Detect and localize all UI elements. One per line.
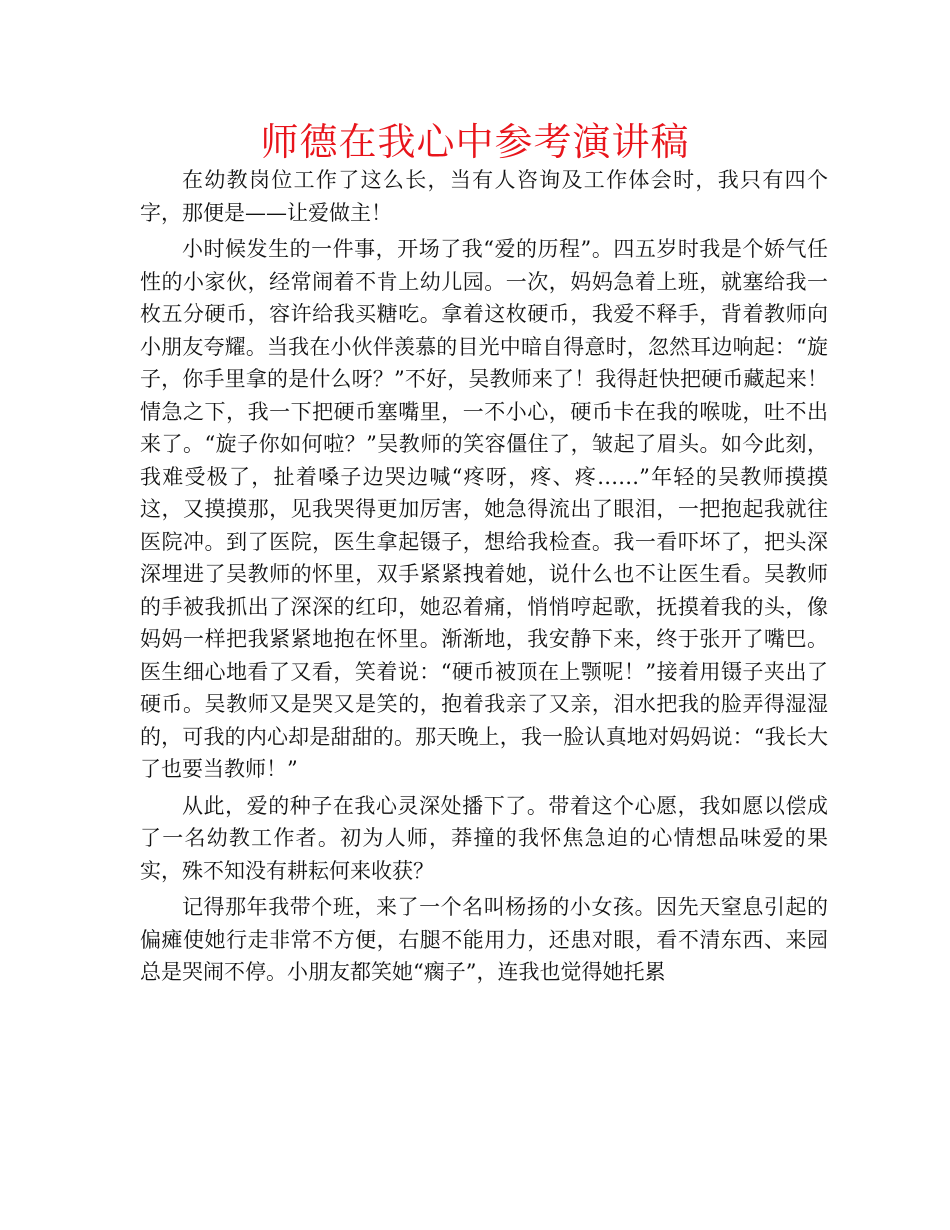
paragraph-1: 在幼教岗位工作了这么长，当有人咨询及工作体会时，我只有四个字，那便是——让爱做主！: [140, 168, 828, 225]
paragraph-3: 从此，爱的种子在我心灵深处播下了。带着这个心愿，我如愿以偿成了一名幼教工作者。初为人师，莽撞的我怀焦急迫的心情想品味爱的果实，殊不知没有耕耘何来收获？: [140, 793, 828, 883]
paragraph-4: 记得那年我带个班，来了一个名叫杨扬的小女孩。因先天窒息引起的偏瘫使她行走非常不方便，右腿不能用力，还患对眼，看不清东西、来园总是哭闹不停。小朋友都笑她“瘸子”，连我也觉得她托累: [140, 895, 828, 984]
document-title: 师德在我心中参考演讲稿: [260, 120, 690, 164]
document-body: [140, 164, 828, 989]
paragraph-2: 小时候发生的一件事，开场了我“爱的历程”。四五岁时我是个娇气任性的小家伙，经常闹着不肯上幼儿园。一次，妈妈急着上班，就塞给我一枚五分硬币，容许给我买糖吃。拿着这枚硬币，我爱不释手，背着教师向小朋友夸耀。当我在小伙伴羡慕的目光中暗自得意时，忽然耳边响起：“旋子，你手里拿的是什么呀？”不好，吴教师来了！我得赶快把硬币藏起来！情急之下，我一下把硬币塞嘴里，一不小心，硬币卡在我的喉咙，吐不出来了。“旋子你如何啦？”吴教师的笑容僵住了，皱起了眉头。如今此刻，我难受极了，扯着嗓子边哭边喊“疼呀，疼、疼……”年轻的吴教师摸摸这，又摸摸那，见我哭得更加厉害，她急得流出了眼泪，一把抱起我就往医院冲。到了医院，医生拿起镊子，想给我检查。我一看吓坏了，把头深深埋进了吴教师的怀里，双手紧紧拽着她，说什么也不让医生看。吴教师的手被我抓出了深深的红印，她忍着痛，悄悄哼起歌，抚摸着我的头，像妈妈一样把我紧紧地抱在怀里。渐渐地，我安静下来，终于张开了嘴巴。医生细心地看了又看，笑着说：“硬币被顶在上颚呢！”接着用镊子夹出了硬币。吴教师又是哭又是笑的，抱着我亲了又亲，泪水把我的脸弄得湿湿的，可我的内心却是甜甜的。那天晚上，我一脸认真地对妈妈说：“我长大了也要当教师！”: [140, 237, 828, 781]
